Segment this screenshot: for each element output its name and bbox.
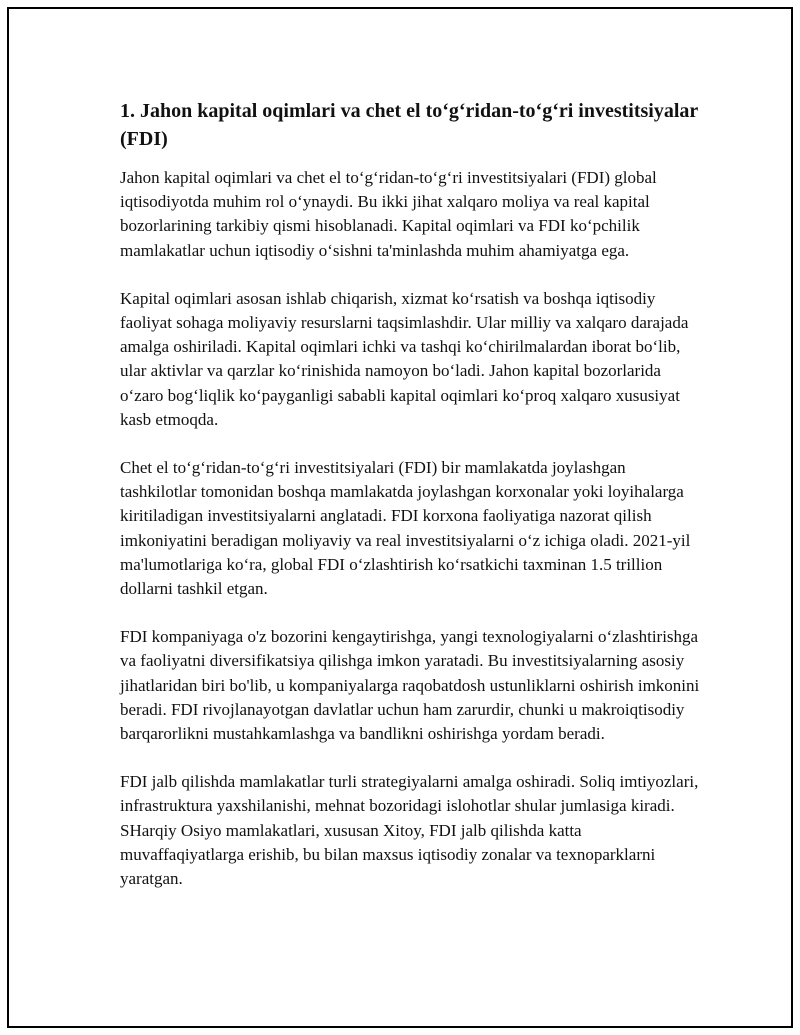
page-frame bbox=[7, 7, 793, 1028]
paragraph-1: Jahon kapital oqimlari va chet el to‘g‘ridan-to‘g‘ri investitsiyalari (FDI) global iqtisodiyotda muhim rol o‘ynaydi. Bu ikki jihat xalqaro moliya va real kapital bozorlarining tarkibiy qismi hisoblanadi. Kapital oqimlari va FDI ko‘pchilik mamlakatlar uchun iqtisodiy o‘sishni ta'minlashda muhim ahamiyatga ega. bbox=[120, 168, 657, 260]
document-body bbox=[120, 97, 700, 891]
paragraph-3: Chet el to‘g‘ridan-to‘g‘ri investitsiyalari (FDI) bir mamlakatda joylashgan tashkilotlar tomonidan boshqa mamlakatda joylashgan korxonalar yoki loyihalarga kiritiladigan investitsiyalarni anglatadi. FDI korxona faoliyatiga nazorat qilish imkoniyatini beradigan moliyaviy va real investitsiyalarni o‘z ichiga oladi. 2021-yil ma'lumotlariga ko‘ra, global FDI o‘zlashtirish ko‘rsatkichi taxminan 1.5 trillion dollarni tashkil etgan. bbox=[120, 458, 691, 599]
document-title: 1. Jahon kapital oqimlari va chet el to‘g‘ridan-to‘g‘ri investitsiyalar (FDI) bbox=[120, 100, 698, 150]
paragraph-2: Kapital oqimlari asosan ishlab chiqarish, xizmat ko‘rsatish va boshqa iqtisodiy faoliyat sohaga moliyaviy resurslarni taqsimlashdir. Ular milliy va xalqaro darajada amalga oshiriladi. Kapital oqimlari ichki va tashqi ko‘chirilmalardan iborat bo‘lib, ular aktivlar va qarzlar ko‘rinishida namoyon bo‘ladi. Jahon kapital bozorlarida o‘zaro bog‘liqlik ko‘payganligi sababli kapital oqimlari ko‘proq xalqaro xususiyat kasb etmoqda. bbox=[120, 288, 689, 429]
paragraph-4: FDI kompaniyaga o'z bozorini kengaytirishga, yangi texnologiyalarni o‘zlashtirishga va faoliyatni diversifikatsiya qilishga imkon yaratadi. Bu investitsiyalarning asosiy jihatlaridan biri bo'lib, u kompaniyalarga raqobatdosh ustunliklarni oshirish imkonini beradi. FDI rivojlanayotgan davlatlar uchun ham zarurdir, chunki u makroiqtisodiy barqarorlikni mustahkamlashga va bandlikni oshirishga yordam beradi. bbox=[120, 627, 700, 744]
paragraph-5: FDI jalb qilishda mamlakatlar turli strategiyalarni amalga oshiradi. Soliq imtiyozlari, infrastruktura yaxshilanishi, mehnat bozoridagi islohotlar shular jumlasiga kiradi. SHarqiy Osiyo mamlakatlari, xususan Xitoy, FDI jalb qilishda katta muvaffaqiyatlarga erishib, bu bilan maxsus iqtisodiy zonalar va texnoparklarni yaratgan. bbox=[120, 772, 699, 889]
